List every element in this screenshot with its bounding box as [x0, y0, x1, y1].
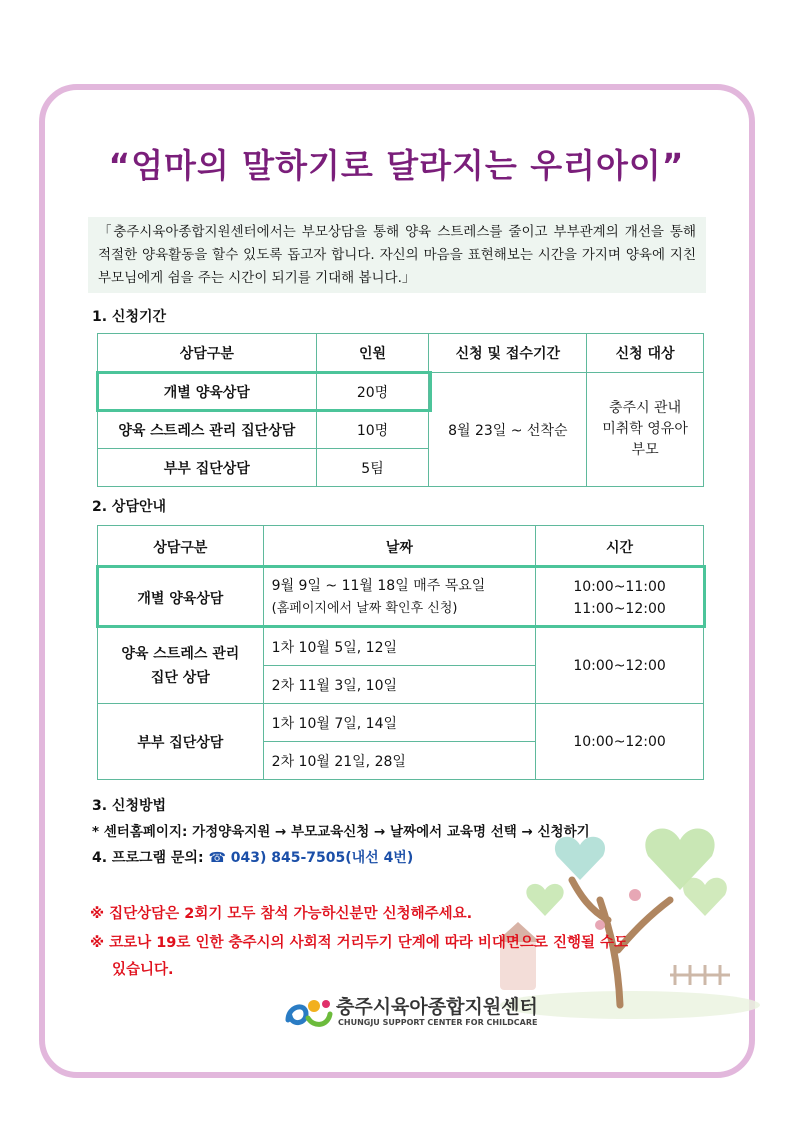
table-row [98, 704, 704, 742]
target-line: 충주시 관내 [609, 400, 682, 416]
date-line: 9월 9일 ~ 11월 18일 매주 목요일 [271, 578, 486, 594]
counseling-info-table [97, 525, 704, 780]
application-target [587, 373, 704, 487]
row-date: 2차 11월 3일, 10일 [263, 666, 535, 704]
contact-phone: ☎ 043) 845-7505(내선 4번) [208, 850, 414, 866]
row-date: 1차 10월 5일, 12일 [263, 628, 535, 666]
date-note: (홈페이지에서 날짜 확인후 신청) [271, 601, 458, 616]
table-header-row [98, 526, 704, 568]
logo-name-english: CHUNGJU SUPPORT CENTER FOR CHILDCARE [338, 1018, 538, 1027]
row-type: 부부 집단상담 [98, 704, 264, 780]
time-line: 10:00~11:00 [573, 578, 666, 595]
section4-heading: 4. 프로그램 문의: [92, 850, 209, 866]
row-type: 개별 양육상담 [98, 568, 264, 628]
notice-line: ※ 집단상담은 2회기 모두 참석 가능하신분만 신청해주세요. [90, 906, 473, 922]
table-row [98, 568, 704, 628]
row-count: 5팀 [316, 449, 429, 487]
row-time: 10:00~12:00 [536, 628, 704, 704]
row-count: 10명 [316, 411, 429, 449]
logo-mark-icon [284, 992, 334, 1032]
row-type [98, 628, 264, 704]
section2-heading: 2. 상담안내 [92, 499, 167, 515]
row-date [263, 568, 535, 628]
row-type: 부부 집단상담 [98, 449, 317, 487]
header-date: 날짜 [263, 526, 535, 568]
row-time [536, 568, 704, 628]
row-type: 개별 양육상담 [98, 373, 317, 411]
table-row [98, 628, 704, 666]
header-period: 신청 및 접수기간 [429, 334, 587, 373]
table-row [98, 373, 704, 411]
header-count: 인원 [316, 334, 429, 373]
table-header-row [98, 334, 704, 373]
target-line: 미취학 영유아 [602, 421, 688, 437]
page-title: “엄마의 말하기로 달라지는 우리아이” [108, 146, 685, 185]
notice-line: ※ 코로나 19로 인한 충주시의 사회적 거리두기 단계에 따라 비대면으로 진행될 수도 [90, 935, 629, 951]
header-type: 상담구분 [98, 334, 317, 373]
section4-line [92, 847, 413, 867]
section1-heading: 1. 신청기간 [92, 309, 167, 325]
application-period-table [97, 333, 704, 487]
row-date: 2차 10월 21일, 28일 [263, 742, 535, 780]
target-line: 부모 [631, 442, 659, 458]
intro-text: 「충주시육아종합지원센터에서는 부모상담을 통해 양육 스트레스를 줄이고 부부관계의 개선을 통해 적절한 양육활동을 할수 있도록 돕고자 합니다. 자신의 마음을 표현해보는 시간을 가지며 양육에 지친 부모님에게 쉼을 주는 시간이 되기를 기대해 봅니다.」 [88, 217, 706, 293]
application-method: * 센터홈페이지: 가정양육지원 → 부모교육신청 → 날짜에서 교육명 선택 → 신청하기 [92, 824, 590, 840]
row-type: 양육 스트레스 관리 집단상담 [98, 411, 317, 449]
time-line: 11:00~12:00 [573, 600, 666, 617]
notice-line: 있습니다. [112, 962, 174, 978]
center-logo [284, 992, 538, 1036]
logo-name-korean: 충주시육아종합지원센터 [336, 996, 538, 1018]
row-date: 1차 10월 7일, 14일 [263, 704, 535, 742]
header-type: 상담구분 [98, 526, 264, 568]
row-count: 20명 [316, 373, 429, 411]
header-time: 시간 [536, 526, 704, 568]
header-target: 신청 대상 [587, 334, 704, 373]
type-line: 양육 스트레스 관리 [121, 645, 240, 662]
section3-heading: 3. 신청방법 [92, 798, 167, 814]
type-line: 집단 상담 [150, 669, 210, 686]
application-period: 8월 23일 ~ 선착순 [429, 373, 587, 487]
row-time: 10:00~12:00 [536, 704, 704, 780]
